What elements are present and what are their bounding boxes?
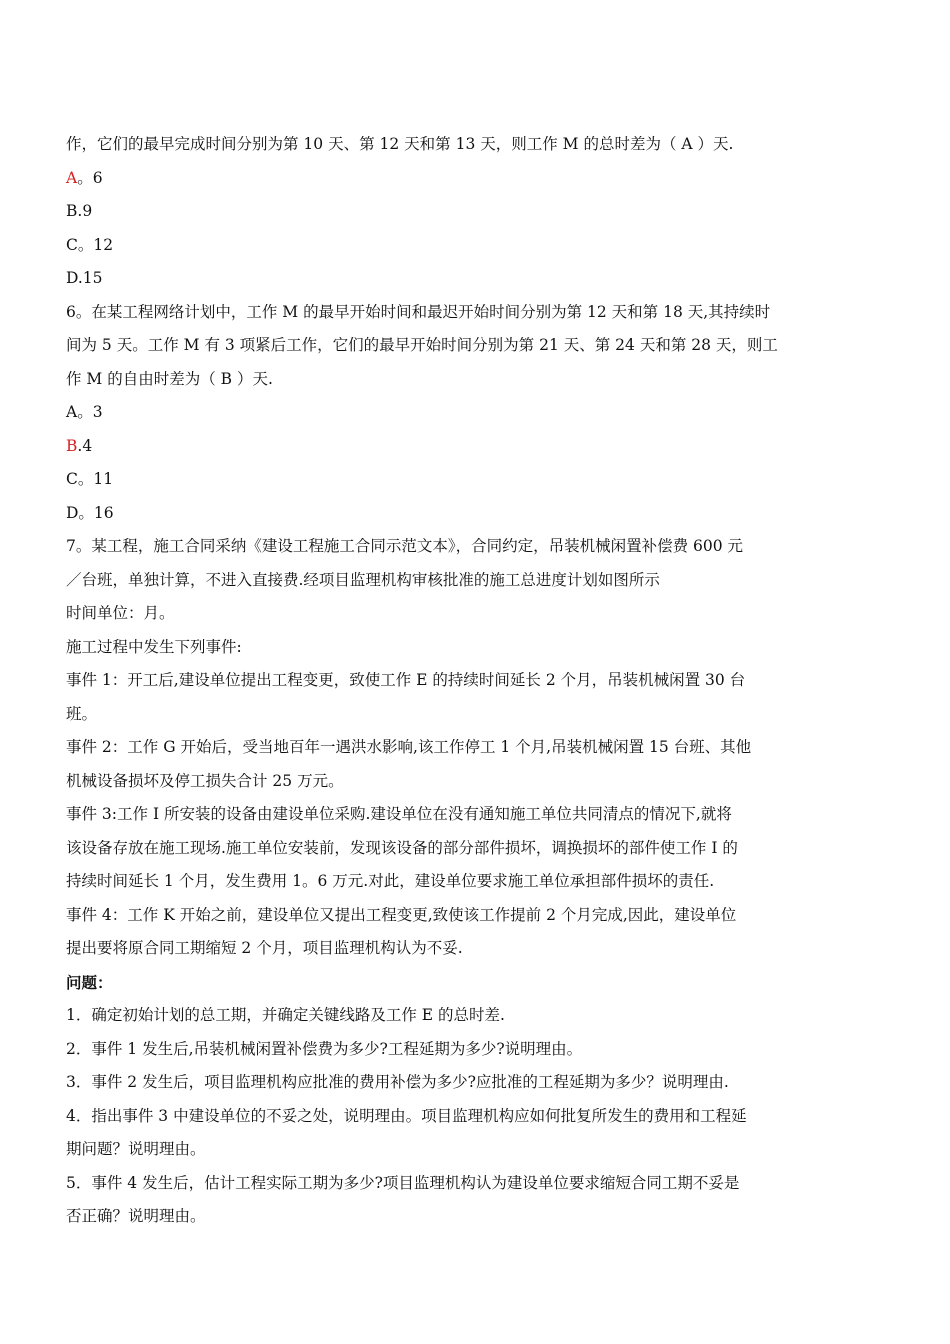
- question-4-line1: 4．指出事件 3 中建设单位的不妥之处，说明理由。项目监理机构应如何批复所发生的费用和工程延: [66, 1106, 747, 1125]
- event4-line2: 提出要将原合同工期缩短 2 个月，项目监理机构认为不妥.: [66, 939, 463, 957]
- event3-line2: 该设备存放在施工现场.施工单位安装前，发现该设备的部分部件损坏，调换损坏的部件使工作 I 的: [66, 838, 738, 857]
- q5-option-b: B.9: [66, 202, 93, 220]
- q7-stem-line1: 7。某工程，施工合同采纳《建设工程施工合同示范文本》，合同约定，吊装机械闲置补偿费 600 元: [66, 537, 744, 555]
- questions-heading: 问题：: [66, 972, 113, 992]
- q5-stem-tail: 作，它们的最早完成时间分别为第 10 天、第 12 天和第 13 天，则工作 M 的总时差为（ A ）天.: [66, 135, 734, 153]
- q6-option-b: [66, 430, 846, 464]
- q6-option-b-letter: B: [66, 436, 78, 455]
- q6-option-c: C。11: [66, 470, 114, 488]
- q7-stem-line2: ／台班，单独计算，不进入直接费.经项目监理机构审核批准的施工总进度计划如图所示: [66, 570, 660, 589]
- q5-option-c: C。12: [66, 235, 114, 254]
- event2-line2: 机械设备损坏及停工损失合计 25 万元。: [66, 771, 344, 790]
- event1-line2: 班。: [66, 704, 98, 723]
- question-5-line1: 5．事件 4 发生后，估计工程实际工期为多少?项目监理机构认为建设单位要求缩短合同工期不妥是: [66, 1173, 740, 1192]
- question-4-line2: 期问题？说明理由。: [66, 1140, 206, 1158]
- q5-option-a-letter: A: [66, 168, 78, 187]
- q6-stem-line1: 6。在某工程网络计划中，工作 M 的最早开始时间和最迟开始时间分别为第 12 天和第 18 天,其持续时: [66, 302, 771, 321]
- question-1: 1．确定初始计划的总工期，并确定关键线路及工作 E 的总时差.: [66, 1006, 505, 1024]
- document-page: [66, 128, 846, 1234]
- question-3: 3．事件 2 发生后，项目监理机构应批准的费用补偿为多少?应批准的工程延期为多少？说明理由.: [66, 1073, 729, 1091]
- event2-line1: 事件 2：工作 G 开始后，受当地百年一遇洪水影响,该工作停工 1 个月,吊装机械闲置 15 台班、其他: [66, 738, 752, 756]
- q5-option-a: [66, 162, 846, 196]
- q6-stem-line3: 作 M 的自由时差为（ B ）天.: [66, 369, 273, 388]
- event4-line1: 事件 4：工作 K 开始之前，建设单位又提出工程变更,致使该工作提前 2 个月完成,因此，建设单位: [66, 905, 737, 924]
- q6-option-a: A。3: [66, 403, 103, 421]
- event1-line1: 事件 1：开工后,建设单位提出工程变更，致使工作 E 的持续时间延长 2 个月，吊装机械闲置 30 台: [66, 671, 746, 689]
- question-2: 2．事件 1 发生后,吊装机械闲置补偿费为多少?工程延期为多少?说明理由。: [66, 1039, 583, 1058]
- q5-option-a-text: 。6: [77, 168, 103, 187]
- q7-events-intro: 施工过程中发生下列事件:: [66, 637, 242, 656]
- q5-option-d: D.15: [66, 269, 103, 287]
- event3-line1: 事件 3:工作 I 所安装的设备由建设单位采购.建设单位在没有通知施工单位共同清点的情况下,就将: [66, 805, 732, 823]
- question-5-line2: 否正确？说明理由。: [66, 1207, 206, 1225]
- q6-option-b-text: .4: [77, 436, 93, 455]
- q6-stem-line2: 间为 5 天。工作 M 有 3 项紧后工作，它们的最早开始时间分别为第 21 天、第 24 天和第 28 天，则工: [66, 336, 778, 354]
- q6-option-d: D。16: [66, 503, 114, 522]
- q7-time-unit: 时间单位：月。: [66, 604, 175, 622]
- event3-line3: 持续时间延长 1 个月，发生费用 1。6 万元.对此，建设单位要求施工单位承担部件损坏的责任.: [66, 872, 715, 890]
